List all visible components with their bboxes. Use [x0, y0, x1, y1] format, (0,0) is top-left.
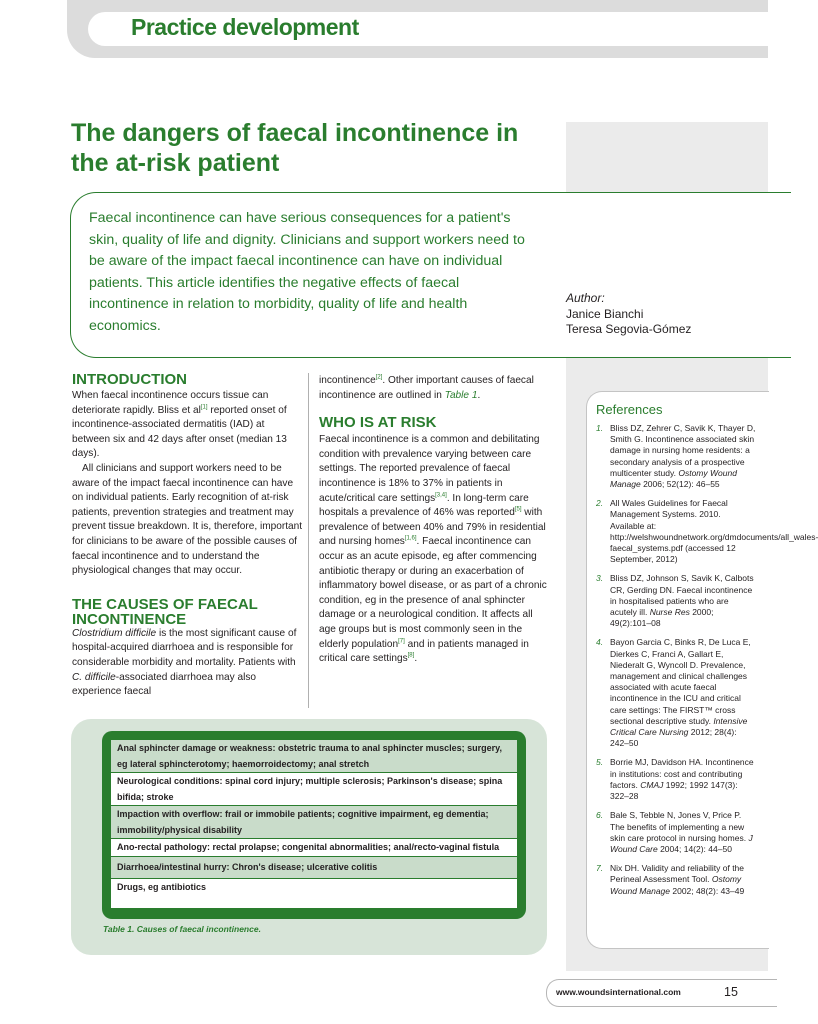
reference-item	[596, 863, 756, 897]
reference-item	[596, 810, 756, 855]
table-row: Impaction with overflow: frail or immobile patients; cognitive impairment, eg dementia; immobility/physical disability	[111, 806, 517, 838]
reference-text: Bliss DZ, Johnson S, Savik K, Calbots CR, Gerding DN. Faecal incontinence in hospitalised patients who are acutely ill. Nurse Res 2000; 49(2):101–08	[610, 573, 754, 629]
reference-number: 5.	[596, 757, 604, 768]
paragraph: incontinence[2]. Other important causes of faecal incontinence are outlined in Table 1.	[319, 374, 534, 401]
reference-text: Bliss DZ, Zehrer C, Savik K, Thayer D, Smith G. Incontinence associated skin damage in nursing home residents: a secondary analysis of a prospective multicenter study. Ostomy Wound Manage 2006; 52(12): 46–55	[610, 423, 756, 490]
reference-number: 1.	[596, 423, 604, 433]
section-label: Practice development	[131, 14, 359, 40]
reference-number: 6.	[596, 810, 604, 821]
table-row: Neurological conditions: spinal cord injury; multiple sclerosis; Parkinson's disease; spina bifida; stroke	[111, 773, 517, 805]
paragraph: All clinicians and support workers need to be aware of the impact faecal incontinence can have on individual patients. Early recognition of at-risk patients, prevention strategies and treatment may prevent tissue breakdown. It is, therefore, important for clinicians to be aware of the possible causes of faecal incontinence and to understand the physiological changes that may occur.	[72, 462, 303, 577]
author-name: Teresa Segovia-Gómez	[566, 322, 692, 336]
reference-text: Bale S, Tebble N, Jones V, Price P. The benefits of implementing a new skin care protocol in nursing homes. J Wound Care 2004; 14(2): 44–50	[610, 810, 753, 854]
author-name: Janice Bianchi	[566, 306, 644, 321]
table-caption: Table 1. Causes of faecal incontinence.	[103, 924, 261, 934]
table-row: Ano-rectal pathology: rectal prolapse; congenital abnormalities; anal/recto-vaginal fistula	[111, 839, 517, 856]
reference-number: 2.	[596, 498, 604, 509]
reference-text: Nix DH. Validity and reliability of the Perineal Assessment Tool. Ostomy Wound Manage 2002; 48(2): 43–49	[610, 863, 745, 896]
body-column-middle	[319, 374, 547, 667]
author-block	[566, 291, 766, 338]
paragraph: Faecal incontinence is a common and debilitating condition with prevalence varying between care settings. The reported prevalence of faecal incontinence is 18% to 37% in patients in acute/critical care settings[3,4]. In long-term care hospitals a prevalence of 46% was reported[5] with prevalence of between 40% and 79% in residential and nursing homes[1,6]. Faecal incontinence can occur as an acute episode, eg after commencing antibiotic therapy or during an exacerbation of inflammatory bowel disease, or as part of a chronic condition, eg in the presence of anal sphincter damage or a neurological condition. It affects all age groups but is most commonly seen in the elderly population[7] and in patients managed in critical care settings[8].	[319, 434, 547, 665]
heading-who-at-risk: WHO IS AT RISK	[319, 414, 437, 432]
references-title: References	[596, 402, 663, 417]
reference-text: Borrie MJ, Davidson HA. Incontinence in institutions: cost and contributing factors. CMAJ 1992; 1992 147(3): 322–28	[610, 757, 754, 802]
heading-introduction: INTRODUCTION	[72, 371, 187, 388]
reference-item	[596, 757, 756, 802]
reference-number: 4.	[596, 637, 604, 648]
abstract-text: Faecal incontinence can have serious consequences for a patient's skin, quality of life and dignity. Clinicians and support workers need to be aware of the impact faecal incontinence can have on individual patients. This article identifies the negative effects of faecal incontinence in relation to morbidity, quality of life and health economics.	[89, 210, 525, 334]
reference-item	[596, 498, 818, 565]
reference-text: Bayon Garcia C, Binks R, De Luca E, Dierkes C, Franci A, Gallart E, Niederalt G, Wyncoll D. Prevalence, management and clinical challenges associated with acute faecal incontinence in the ICU and critical care settings: The FIRST™ cross sectional descriptive study. Intensive Critical Care Nursing 2012; 28(4): 242–50	[610, 637, 751, 749]
author-label: Author:	[566, 291, 605, 305]
page-number: 15	[724, 985, 738, 999]
references-list	[596, 423, 818, 905]
paragraph: When faecal incontinence occurs tissue can deteriorate rapidly. Bliss et al[1] reported onset of incontinence-associated dermatitis (IAD) at between six and 42 days after onset (median 13 days).	[72, 390, 287, 460]
reference-item	[596, 423, 756, 490]
footer-url[interactable]: www.woundsinternational.com	[556, 987, 681, 997]
column-divider	[308, 373, 309, 708]
reference-text: All Wales Guidelines for Faecal Management Systems. 2010. Available at: http://welshwoundnetwork.org/dmdocuments/all_wales-faecal_systems.pdf (accessed 12 September, 2012)	[610, 498, 818, 565]
reference-number: 7.	[596, 863, 604, 874]
reference-item	[596, 637, 756, 749]
heading-causes: THE CAUSES OF FAECAL INCONTINENCE	[72, 595, 258, 628]
table-row: Anal sphincter damage or weakness: obstetric trauma to anal sphincter muscles; surgery, eg lateral sphincterotomy; haemorroidectomy; anal stretch	[111, 740, 517, 772]
article-title: The dangers of faecal incontinence in the at-risk patient	[71, 119, 519, 177]
table-row: Diarrhoea/intestinal hurry: Chron's disease; ulcerative colitis	[111, 857, 517, 878]
paragraph: Clostridium difficile is the most significant cause of hospital-acquired diarrhoea and is responsible for considerable morbidity and mortality. Patients with C. difficile-associated diarrhoea may also experience faecal	[72, 627, 297, 698]
table-row: Drugs, eg antibiotics	[111, 879, 517, 908]
body-column-left	[72, 372, 304, 700]
reference-item	[596, 573, 756, 629]
reference-number: 3.	[596, 573, 604, 584]
